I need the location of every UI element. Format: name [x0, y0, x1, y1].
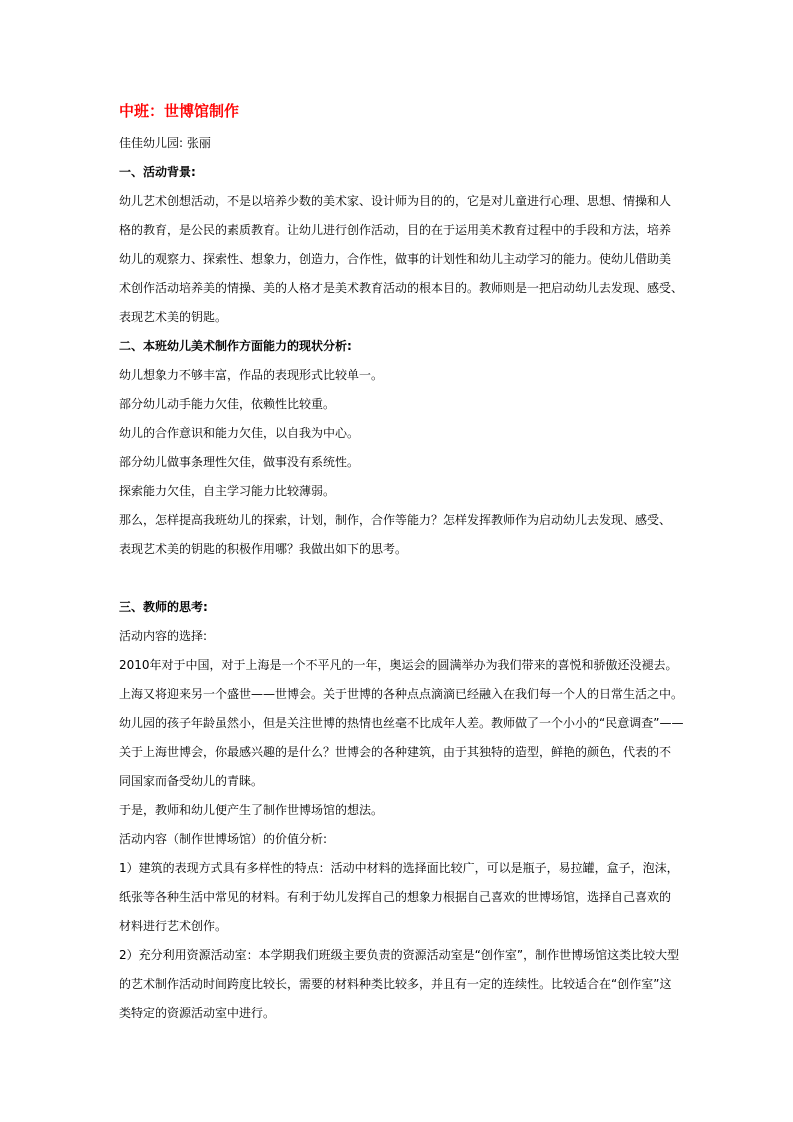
paragraph-line: 纸张等各种生活中常见的材料。有利于幼儿发挥自己的想象力根据自己喜欢的世博场馆，选择自己喜欢的: [119, 890, 672, 904]
paragraph-line: 表现艺术美的钥匙的积极作用哪？我做出如下的思考。: [119, 542, 408, 556]
paragraph-line: 幼儿的合作意识和能力欠佳，以自我为中心。: [119, 426, 360, 440]
section-heading-thinking: 三、教师的思考:: [119, 600, 208, 614]
paragraph-line: 活动内容（制作世博场馆）的价值分析:: [119, 832, 328, 846]
paragraph-line: 幼儿园的孩子年龄虽然小，但是关注世博的热情也丝毫不比成年人差。教师做了一个小小的“民意调查”——: [119, 716, 684, 730]
paragraph-line: 2）充分利用资源活动室：本学期我们班级主要负责的资源活动室是“创作室”，制作世博场馆这类比较大型: [119, 948, 680, 962]
paragraph-line: 上海又将迎来另一个盛世——世博会。关于世博的各种点点滴滴已经融入在我们每一个人的日常生活之中。: [119, 687, 684, 701]
section-heading-analysis: 二、本班幼儿美术制作方面能力的现状分析:: [119, 339, 352, 353]
paragraph-line: 幼儿的观察力、探索性、想象力，创造力，合作性，做事的计划性和幼儿主动学习的能力。使幼儿借助美: [119, 252, 672, 266]
paragraph-line: 部分幼儿动手能力欠佳，依赖性比较重。: [119, 397, 336, 411]
paragraph-line: 类特定的资源活动室中进行。: [119, 1006, 276, 1020]
paragraph-line: 幼儿艺术创想活动，不是以培养少数的美术家、设计师为目的的，它是对儿童进行心理、思想、情操和人: [119, 194, 672, 208]
paragraph-line: 探索能力欠佳，自主学习能力比较薄弱。: [119, 484, 336, 498]
paragraph-line: 部分幼儿做事条理性欠佳，做事没有系统性。: [119, 455, 360, 469]
paragraph-line: 表现艺术美的钥匙。: [119, 310, 228, 324]
author-line: 佳佳幼儿园: 张丽: [119, 136, 211, 150]
paragraph-line: 的艺术制作活动时间跨度比较长，需要的材料种类比较多，并且有一定的连续性。比较适合在“创作室”这: [119, 977, 672, 991]
paragraph-line: 1）建筑的表现方式具有多样性的特点：活动中材料的选择面比较广，可以是瓶子，易拉罐，盒子，泡沫，: [119, 861, 679, 875]
paragraph-line: 术创作活动培养美的情操、美的人格才是美术教育活动的根本目的。教师则是一把启动幼儿去发现、感受、: [119, 281, 684, 295]
blank-line: [119, 564, 679, 593]
paragraph-line: 于是，教师和幼儿便产生了制作世博场馆的想法。: [119, 803, 384, 817]
paragraph-line: 幼儿想象力不够丰富，作品的表现形式比较单一。: [119, 368, 384, 382]
paragraph-line: 活动内容的选择:: [119, 629, 208, 643]
paragraph-line: 同国家而备受幼儿的青睐。: [119, 774, 264, 788]
section-heading-background: 一、活动背景:: [119, 165, 196, 179]
document-page: [119, 98, 684, 1028]
paragraph-line: 材料进行艺术创作。: [119, 919, 228, 933]
paragraph-line: 格的教育，是公民的素质教育。让幼儿进行创作活动，目的在于运用美术教育过程中的手段和方法，培养: [119, 223, 672, 237]
paragraph-line: 关于上海世博会，你最感兴趣的是什么？世博会的各种建筑，由于其独特的造型，鲜艳的颜色，代表的不: [119, 745, 672, 759]
paragraph-line: 那么，怎样提高我班幼儿的探索，计划，制作，合作等能力？怎样发挥教师作为启动幼儿去发现、感受、: [119, 513, 672, 527]
document-title: 中班：世博馆制作: [119, 102, 240, 120]
paragraph-line: 2010年对于中国，对于上海是一个不平凡的一年，奥运会的圆满举办为我们带来的喜悦和骄傲还没褪去。: [119, 658, 678, 672]
